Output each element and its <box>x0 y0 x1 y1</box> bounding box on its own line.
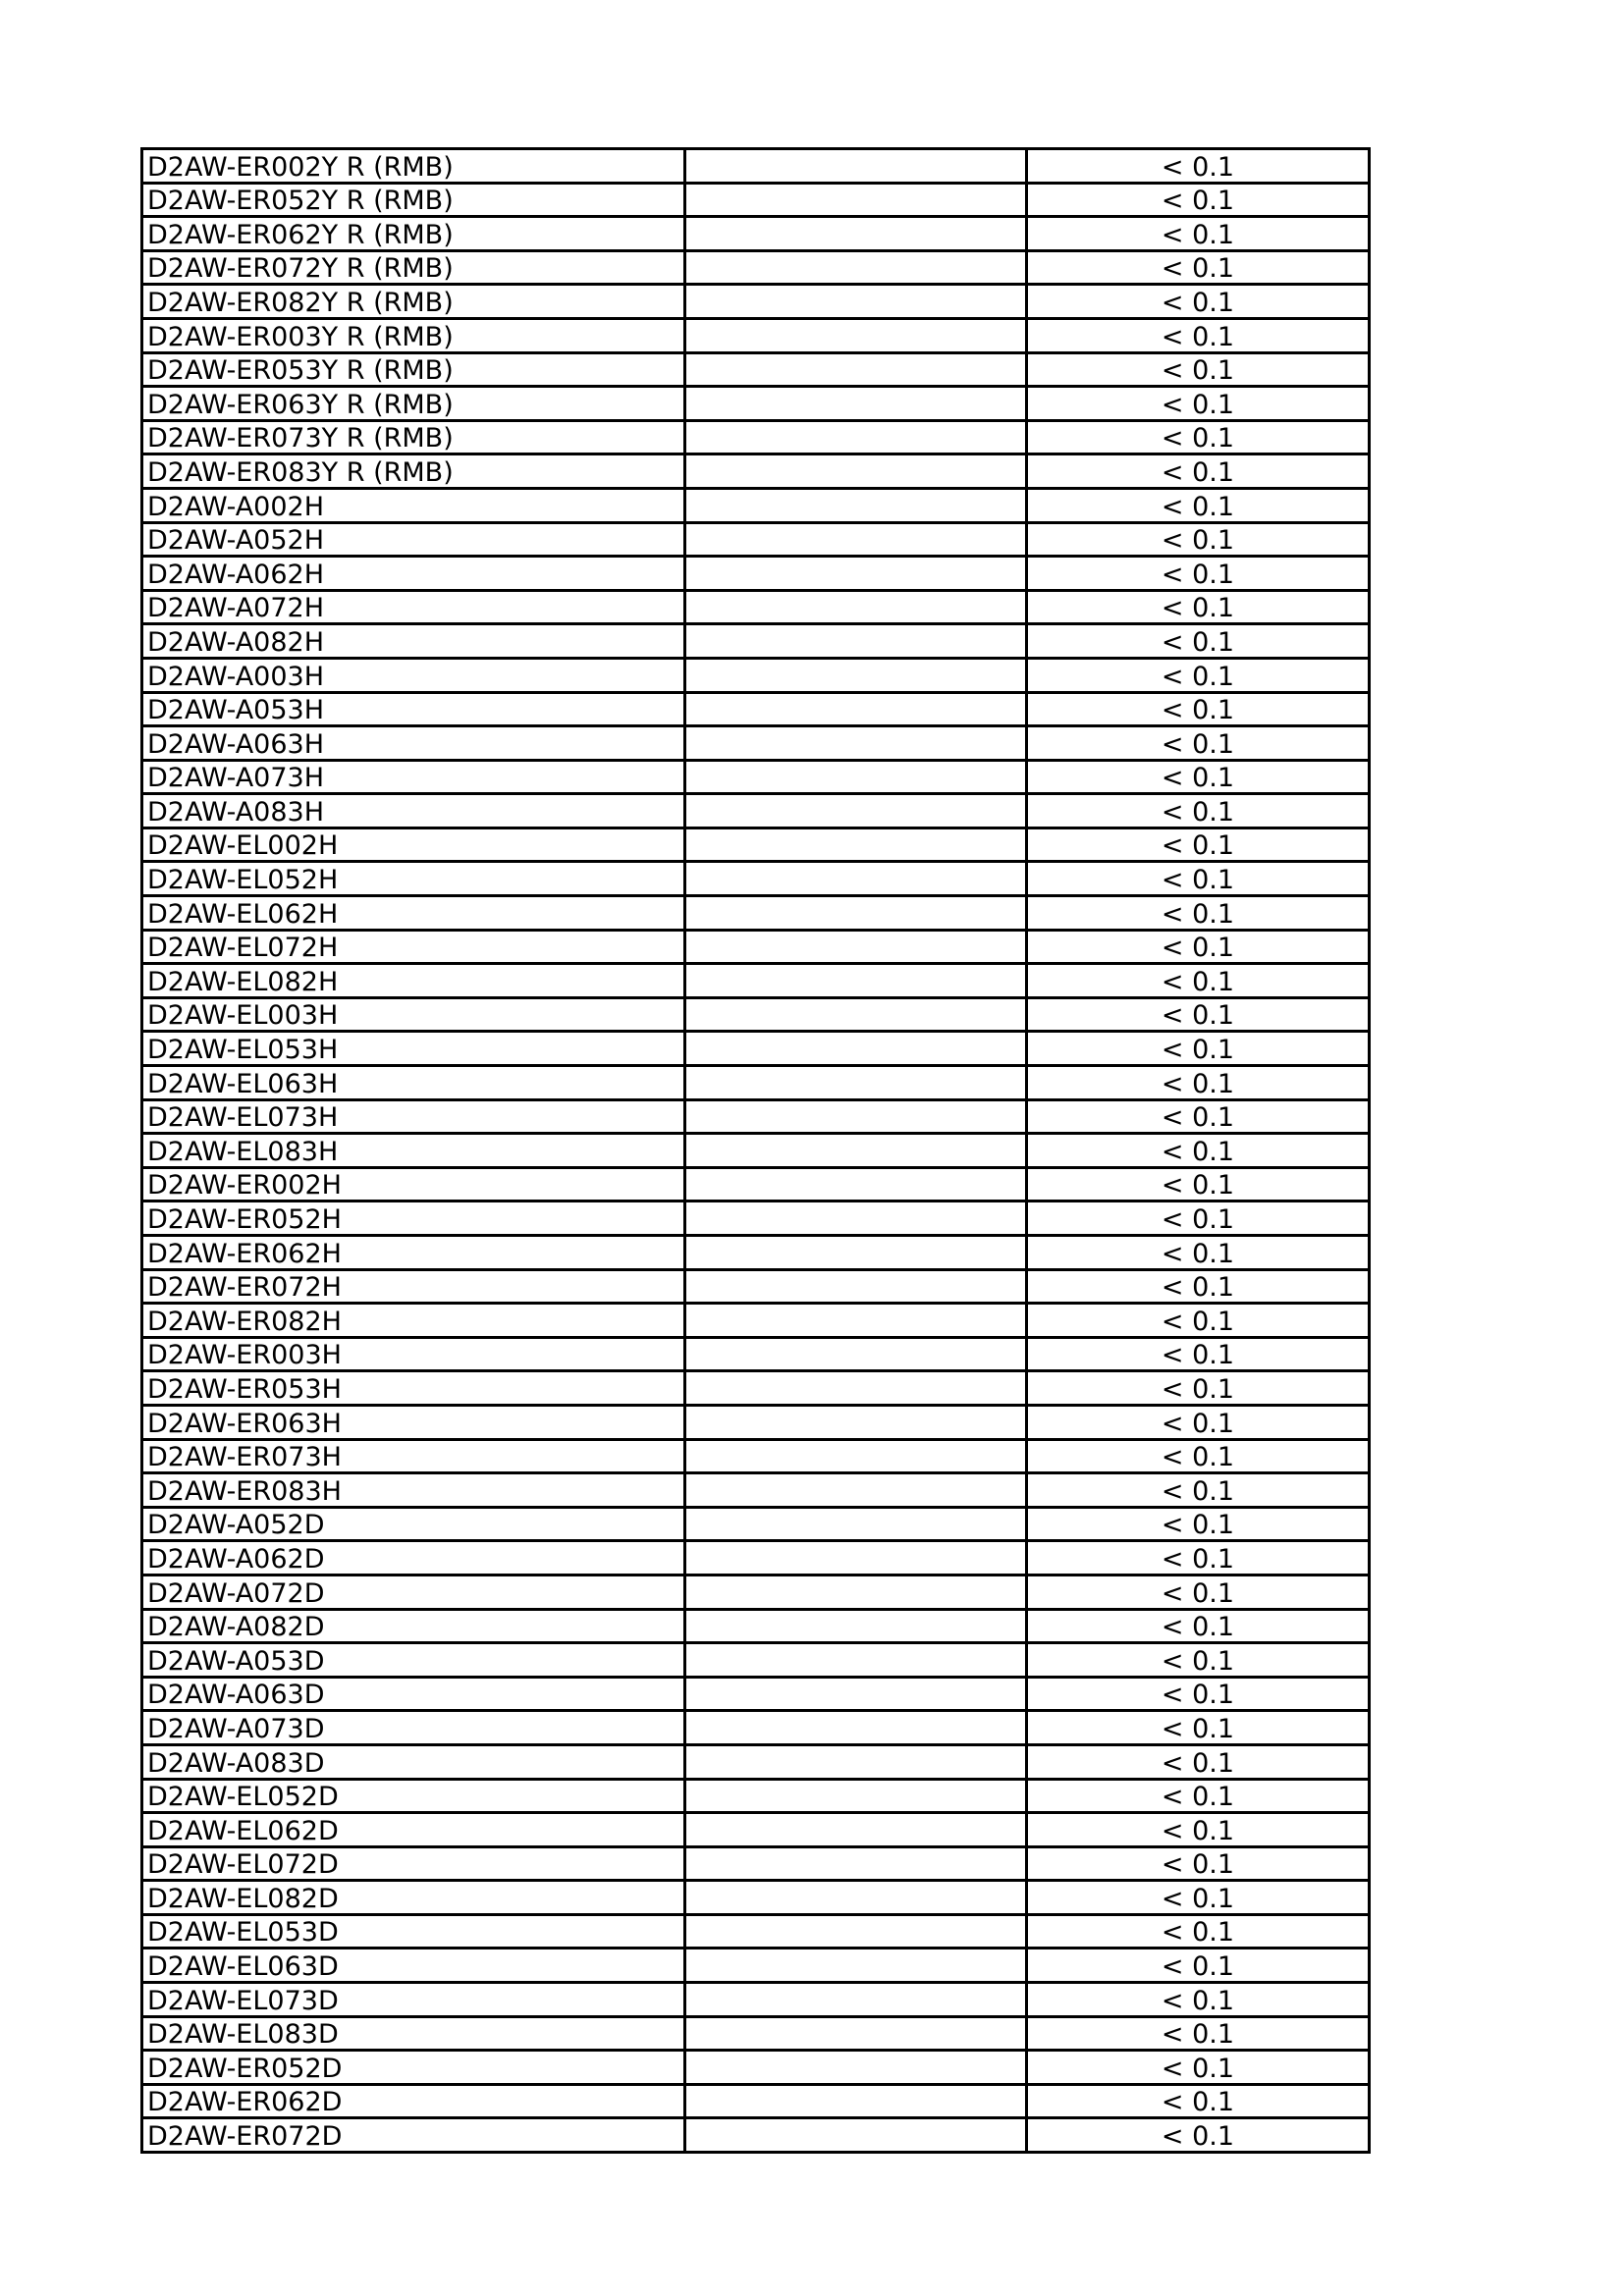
table-row <box>142 1134 1370 1168</box>
content-value-cell: < 0.1 <box>1027 1744 1370 1779</box>
table-row <box>142 1914 1370 1949</box>
blank-cell <box>685 1677 1027 1711</box>
content-value-cell: < 0.1 <box>1027 183 1370 217</box>
part-number-cell: D2AW-A053H <box>142 692 685 726</box>
part-number-cell: D2AW-EL072D <box>142 1846 685 1881</box>
part-number-cell: D2AW-EL072H <box>142 930 685 964</box>
table-row <box>142 1643 1370 1678</box>
table-row <box>142 149 1370 184</box>
data-table <box>140 147 1371 2154</box>
part-number-cell: D2AW-ER052D <box>142 2051 685 2085</box>
blank-cell <box>685 1914 1027 1949</box>
table-row <box>142 1677 1370 1711</box>
table-row <box>142 726 1370 761</box>
table-row <box>142 1846 1370 1881</box>
blank-cell <box>685 183 1027 217</box>
blank-cell <box>685 1371 1027 1406</box>
table-row <box>142 997 1370 1032</box>
blank-cell <box>685 1099 1027 1134</box>
table-row <box>142 1371 1370 1406</box>
content-value-cell: < 0.1 <box>1027 2118 1370 2153</box>
content-value-cell: < 0.1 <box>1027 1914 1370 1949</box>
blank-cell <box>685 352 1027 387</box>
table-row <box>142 285 1370 319</box>
table-row <box>142 2118 1370 2153</box>
content-value-cell: < 0.1 <box>1027 692 1370 726</box>
part-number-cell: D2AW-EL052H <box>142 862 685 896</box>
content-value-cell: < 0.1 <box>1027 318 1370 352</box>
table-row <box>142 1269 1370 1304</box>
part-number-cell: D2AW-EL082D <box>142 1881 685 1915</box>
blank-cell <box>685 1881 1027 1915</box>
part-number-cell: D2AW-EL073H <box>142 1099 685 1134</box>
blank-cell <box>685 1032 1027 1066</box>
content-value-cell: < 0.1 <box>1027 1609 1370 1643</box>
table-row <box>142 658 1370 692</box>
blank-cell <box>685 1983 1027 2017</box>
part-number-cell: D2AW-ER083H <box>142 1473 685 1508</box>
part-number-cell: D2AW-EL063H <box>142 1066 685 1100</box>
blank-cell <box>685 828 1027 862</box>
content-value-cell: < 0.1 <box>1027 760 1370 794</box>
table-row <box>142 1609 1370 1643</box>
blank-cell <box>685 2118 1027 2153</box>
blank-cell <box>685 997 1027 1032</box>
blank-cell <box>685 896 1027 931</box>
table-row <box>142 1744 1370 1779</box>
content-value-cell: < 0.1 <box>1027 624 1370 659</box>
part-number-cell: D2AW-A073H <box>142 760 685 794</box>
part-number-cell: D2AW-A002H <box>142 488 685 522</box>
blank-cell <box>685 217 1027 251</box>
blank-cell <box>685 557 1027 591</box>
content-value-cell: < 0.1 <box>1027 1167 1370 1201</box>
part-number-cell: D2AW-EL062H <box>142 896 685 931</box>
blank-cell <box>685 1846 1027 1881</box>
part-number-cell: D2AW-EL002H <box>142 828 685 862</box>
blank-cell <box>685 1744 1027 1779</box>
table-row <box>142 1304 1370 1338</box>
part-number-cell: D2AW-A052H <box>142 522 685 557</box>
content-value-cell: < 0.1 <box>1027 522 1370 557</box>
table-row <box>142 896 1370 931</box>
blank-cell <box>685 1236 1027 1270</box>
blank-cell <box>685 1609 1027 1643</box>
part-number-cell: D2AW-A083D <box>142 1744 685 1779</box>
content-value-cell: < 0.1 <box>1027 1677 1370 1711</box>
content-value-cell: < 0.1 <box>1027 1575 1370 1609</box>
blank-cell <box>685 2016 1027 2051</box>
part-number-cell: D2AW-ER003H <box>142 1337 685 1371</box>
part-number-cell: D2AW-ER052Y R (RMB) <box>142 183 685 217</box>
table-row <box>142 930 1370 964</box>
table-row <box>142 1201 1370 1236</box>
part-number-cell: D2AW-A052D <box>142 1507 685 1541</box>
part-number-cell: D2AW-ER002Y R (RMB) <box>142 149 685 184</box>
blank-cell <box>685 1167 1027 1201</box>
part-number-cell: D2AW-EL083D <box>142 2016 685 2051</box>
blank-cell <box>685 964 1027 998</box>
part-number-cell: D2AW-ER053Y R (RMB) <box>142 352 685 387</box>
blank-cell <box>685 149 1027 184</box>
part-number-cell: D2AW-EL053D <box>142 1914 685 1949</box>
content-value-cell: < 0.1 <box>1027 250 1370 285</box>
part-number-cell: D2AW-A062D <box>142 1541 685 1575</box>
content-value-cell: < 0.1 <box>1027 1032 1370 1066</box>
part-number-cell: D2AW-ER083Y R (RMB) <box>142 454 685 489</box>
content-value-cell: < 0.1 <box>1027 1439 1370 1473</box>
content-value-cell: < 0.1 <box>1027 1405 1370 1439</box>
blank-cell <box>685 1643 1027 1678</box>
part-number-cell: D2AW-ER052H <box>142 1201 685 1236</box>
content-value-cell: < 0.1 <box>1027 285 1370 319</box>
content-value-cell: < 0.1 <box>1027 997 1370 1032</box>
table-row <box>142 590 1370 624</box>
table-row <box>142 217 1370 251</box>
blank-cell <box>685 1304 1027 1338</box>
part-number-cell: D2AW-A063H <box>142 726 685 761</box>
table-row <box>142 1507 1370 1541</box>
part-number-cell: D2AW-A082D <box>142 1609 685 1643</box>
content-value-cell: < 0.1 <box>1027 352 1370 387</box>
content-value-cell: < 0.1 <box>1027 1201 1370 1236</box>
table-row <box>142 557 1370 591</box>
part-number-cell: D2AW-EL073D <box>142 1983 685 2017</box>
blank-cell <box>685 726 1027 761</box>
content-value-cell: < 0.1 <box>1027 828 1370 862</box>
table-row <box>142 1541 1370 1575</box>
part-number-cell: D2AW-A083H <box>142 794 685 828</box>
table-row <box>142 522 1370 557</box>
blank-cell <box>685 1134 1027 1168</box>
content-value-cell: < 0.1 <box>1027 1473 1370 1508</box>
table-row <box>142 1439 1370 1473</box>
blank-cell <box>685 387 1027 421</box>
part-number-cell: D2AW-ER073Y R (RMB) <box>142 420 685 454</box>
table-row <box>142 964 1370 998</box>
blank-cell <box>685 624 1027 659</box>
blank-cell <box>685 1779 1027 1813</box>
content-value-cell: < 0.1 <box>1027 2051 1370 2085</box>
content-value-cell: < 0.1 <box>1027 590 1370 624</box>
content-value-cell: < 0.1 <box>1027 1269 1370 1304</box>
content-value-cell: < 0.1 <box>1027 964 1370 998</box>
part-number-cell: D2AW-A062H <box>142 557 685 591</box>
blank-cell <box>685 930 1027 964</box>
blank-cell <box>685 794 1027 828</box>
blank-cell <box>685 2051 1027 2085</box>
blank-cell <box>685 1269 1027 1304</box>
part-number-cell: D2AW-ER063H <box>142 1405 685 1439</box>
blank-cell <box>685 1813 1027 1847</box>
blank-cell <box>685 1201 1027 1236</box>
table-row <box>142 624 1370 659</box>
content-value-cell: < 0.1 <box>1027 488 1370 522</box>
blank-cell <box>685 420 1027 454</box>
content-value-cell: < 0.1 <box>1027 557 1370 591</box>
part-number-cell: D2AW-A073D <box>142 1711 685 1745</box>
blank-cell <box>685 658 1027 692</box>
content-value-cell: < 0.1 <box>1027 217 1370 251</box>
content-value-cell: < 0.1 <box>1027 1643 1370 1678</box>
blank-cell <box>685 1405 1027 1439</box>
part-number-cell: D2AW-ER082Y R (RMB) <box>142 285 685 319</box>
part-number-cell: D2AW-ER003Y R (RMB) <box>142 318 685 352</box>
part-number-cell: D2AW-A082H <box>142 624 685 659</box>
content-value-cell: < 0.1 <box>1027 862 1370 896</box>
blank-cell <box>685 250 1027 285</box>
part-number-cell: D2AW-ER053H <box>142 1371 685 1406</box>
blank-cell <box>685 1439 1027 1473</box>
table-row <box>142 318 1370 352</box>
part-number-cell: D2AW-ER072H <box>142 1269 685 1304</box>
blank-cell <box>685 1541 1027 1575</box>
blank-cell <box>685 590 1027 624</box>
table-row <box>142 692 1370 726</box>
blank-cell <box>685 285 1027 319</box>
content-value-cell: < 0.1 <box>1027 2084 1370 2118</box>
table-row <box>142 352 1370 387</box>
table-row <box>142 1983 1370 2017</box>
part-number-cell: D2AW-EL052D <box>142 1779 685 1813</box>
part-number-cell: D2AW-ER072Y R (RMB) <box>142 250 685 285</box>
content-value-cell: < 0.1 <box>1027 1134 1370 1168</box>
table-row <box>142 1099 1370 1134</box>
part-number-cell: D2AW-ER062Y R (RMB) <box>142 217 685 251</box>
content-value-cell: < 0.1 <box>1027 1949 1370 1983</box>
content-value-cell: < 0.1 <box>1027 1813 1370 1847</box>
part-number-cell: D2AW-ER062H <box>142 1236 685 1270</box>
blank-cell <box>685 862 1027 896</box>
content-value-cell: < 0.1 <box>1027 1881 1370 1915</box>
part-number-cell: D2AW-EL003H <box>142 997 685 1032</box>
table-row <box>142 1405 1370 1439</box>
table-row <box>142 420 1370 454</box>
table-row <box>142 250 1370 285</box>
table-row <box>142 488 1370 522</box>
table-row <box>142 1066 1370 1100</box>
blank-cell <box>685 692 1027 726</box>
blank-cell <box>685 454 1027 489</box>
part-number-cell: D2AW-ER002H <box>142 1167 685 1201</box>
content-value-cell: < 0.1 <box>1027 930 1370 964</box>
table-row <box>142 1236 1370 1270</box>
content-value-cell: < 0.1 <box>1027 2016 1370 2051</box>
part-number-cell: D2AW-A063D <box>142 1677 685 1711</box>
content-value-cell: < 0.1 <box>1027 1779 1370 1813</box>
content-value-cell: < 0.1 <box>1027 794 1370 828</box>
table-row <box>142 1881 1370 1915</box>
content-value-cell: < 0.1 <box>1027 658 1370 692</box>
blank-cell <box>685 1575 1027 1609</box>
table-row <box>142 1711 1370 1745</box>
content-value-cell: < 0.1 <box>1027 1507 1370 1541</box>
blank-cell <box>685 1337 1027 1371</box>
table-row <box>142 2051 1370 2085</box>
part-number-cell: D2AW-EL062D <box>142 1813 685 1847</box>
table-row <box>142 2084 1370 2118</box>
table-row <box>142 1473 1370 1508</box>
content-value-cell: < 0.1 <box>1027 1099 1370 1134</box>
content-value-cell: < 0.1 <box>1027 149 1370 184</box>
content-value-cell: < 0.1 <box>1027 1711 1370 1745</box>
table-row <box>142 2016 1370 2051</box>
blank-cell <box>685 488 1027 522</box>
blank-cell <box>685 1711 1027 1745</box>
table-row <box>142 1813 1370 1847</box>
content-value-cell: < 0.1 <box>1027 1371 1370 1406</box>
table-row <box>142 862 1370 896</box>
part-number-cell: D2AW-A072H <box>142 590 685 624</box>
blank-cell <box>685 1507 1027 1541</box>
table-row <box>142 794 1370 828</box>
content-value-cell: < 0.1 <box>1027 1304 1370 1338</box>
part-number-cell: D2AW-EL083H <box>142 1134 685 1168</box>
table-row <box>142 760 1370 794</box>
part-number-cell: D2AW-EL082H <box>142 964 685 998</box>
content-value-cell: < 0.1 <box>1027 420 1370 454</box>
content-value-cell: < 0.1 <box>1027 1337 1370 1371</box>
part-number-cell: D2AW-ER072D <box>142 2118 685 2153</box>
table-row <box>142 1167 1370 1201</box>
part-number-cell: D2AW-EL063D <box>142 1949 685 1983</box>
part-number-cell: D2AW-A003H <box>142 658 685 692</box>
part-number-cell: D2AW-ER063Y R (RMB) <box>142 387 685 421</box>
content-value-cell: < 0.1 <box>1027 454 1370 489</box>
blank-cell <box>685 318 1027 352</box>
content-value-cell: < 0.1 <box>1027 1846 1370 1881</box>
table-body <box>142 149 1370 2153</box>
blank-cell <box>685 1949 1027 1983</box>
table-row <box>142 1337 1370 1371</box>
table-row <box>142 1949 1370 1983</box>
part-number-cell: D2AW-ER062D <box>142 2084 685 2118</box>
content-value-cell: < 0.1 <box>1027 1983 1370 2017</box>
content-value-cell: < 0.1 <box>1027 726 1370 761</box>
part-number-cell: D2AW-ER073H <box>142 1439 685 1473</box>
blank-cell <box>685 1473 1027 1508</box>
content-value-cell: < 0.1 <box>1027 896 1370 931</box>
table-row <box>142 1779 1370 1813</box>
content-value-cell: < 0.1 <box>1027 1541 1370 1575</box>
table-row <box>142 828 1370 862</box>
blank-cell <box>685 2084 1027 2118</box>
table-row <box>142 454 1370 489</box>
blank-cell <box>685 760 1027 794</box>
part-number-cell: D2AW-EL053H <box>142 1032 685 1066</box>
table-row <box>142 1575 1370 1609</box>
content-value-cell: < 0.1 <box>1027 1236 1370 1270</box>
content-value-cell: < 0.1 <box>1027 387 1370 421</box>
content-value-cell: < 0.1 <box>1027 1066 1370 1100</box>
part-number-cell: D2AW-A053D <box>142 1643 685 1678</box>
part-number-cell: D2AW-ER082H <box>142 1304 685 1338</box>
blank-cell <box>685 522 1027 557</box>
blank-cell <box>685 1066 1027 1100</box>
table-row <box>142 183 1370 217</box>
table-row <box>142 387 1370 421</box>
table-row <box>142 1032 1370 1066</box>
part-number-cell: D2AW-A072D <box>142 1575 685 1609</box>
